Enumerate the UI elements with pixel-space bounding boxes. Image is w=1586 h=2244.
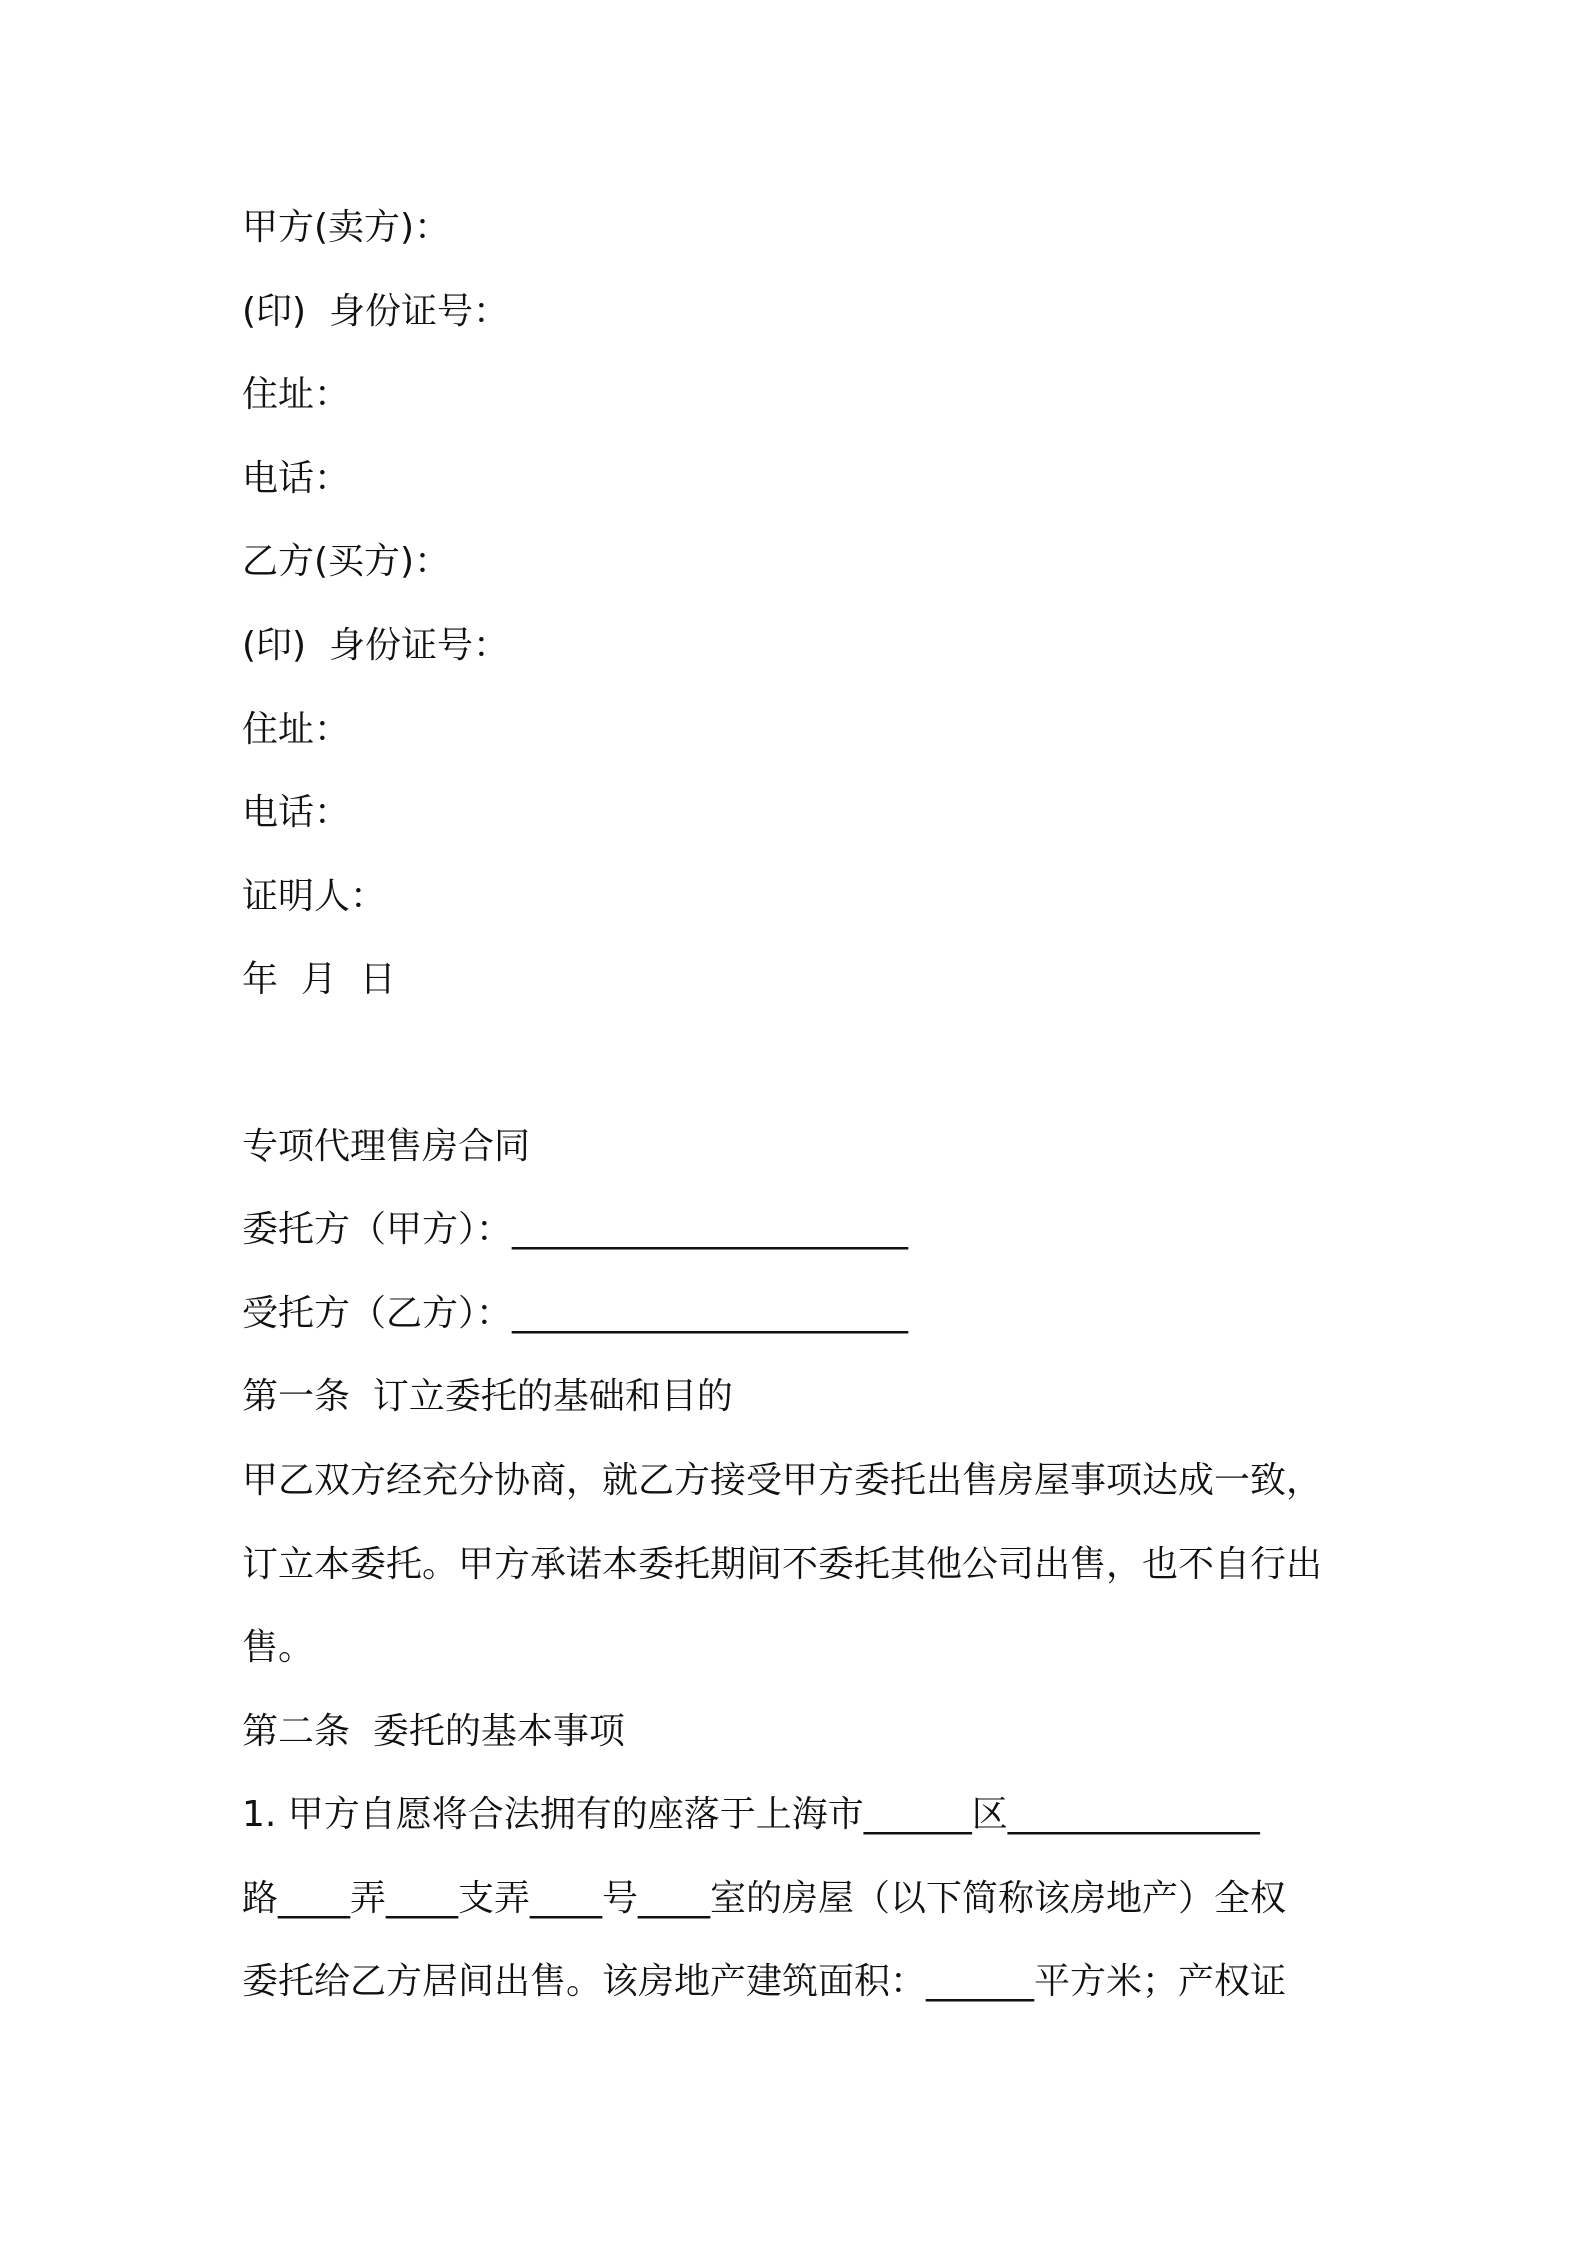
witness-line: 证明人：	[242, 876, 387, 917]
contract-title: 专项代理售房合同	[242, 1126, 531, 1167]
article-2-line: 路____弄____支弄____号____室的房屋（以下简称该房地产）全权	[242, 1878, 1287, 1919]
article-2-line: 1. 甲方自愿将合法拥有的座落于上海市______区______________	[242, 1794, 1260, 1835]
date-line: 年 月 日	[242, 959, 396, 1000]
party-b-id-line: (印) 身份证号：	[242, 625, 509, 666]
article-1-line: 售。	[242, 1627, 315, 1668]
article-1-heading: 第一条 订立委托的基础和目的	[242, 1376, 733, 1417]
article-2-heading: 第二条 委托的基本事项	[242, 1711, 625, 1752]
party-a-phone: 电话：	[242, 458, 351, 499]
agent-line: 受托方（乙方）：______________________	[242, 1293, 909, 1334]
article-1-line: 甲乙双方经充分协商，就乙方接受甲方委托出售房屋事项达成一致，	[242, 1460, 1323, 1501]
client-line: 委托方（甲方）：______________________	[242, 1209, 909, 1250]
party-b-phone: 电话：	[242, 792, 351, 833]
party-b-label: 乙方(买方)：	[242, 541, 451, 582]
party-b-address: 住址：	[242, 709, 351, 750]
article-1-line: 订立本委托。甲方承诺本委托期间不委托其他公司出售，也不自行出	[242, 1544, 1323, 1585]
party-a-label: 甲方(卖方)：	[242, 207, 451, 248]
article-2-line: 委托给乙方居间出售。该房地产建筑面积：______平方米；产权证	[242, 1961, 1287, 2002]
party-a-address: 住址：	[242, 374, 351, 415]
party-a-id-line: (印) 身份证号：	[242, 291, 509, 332]
